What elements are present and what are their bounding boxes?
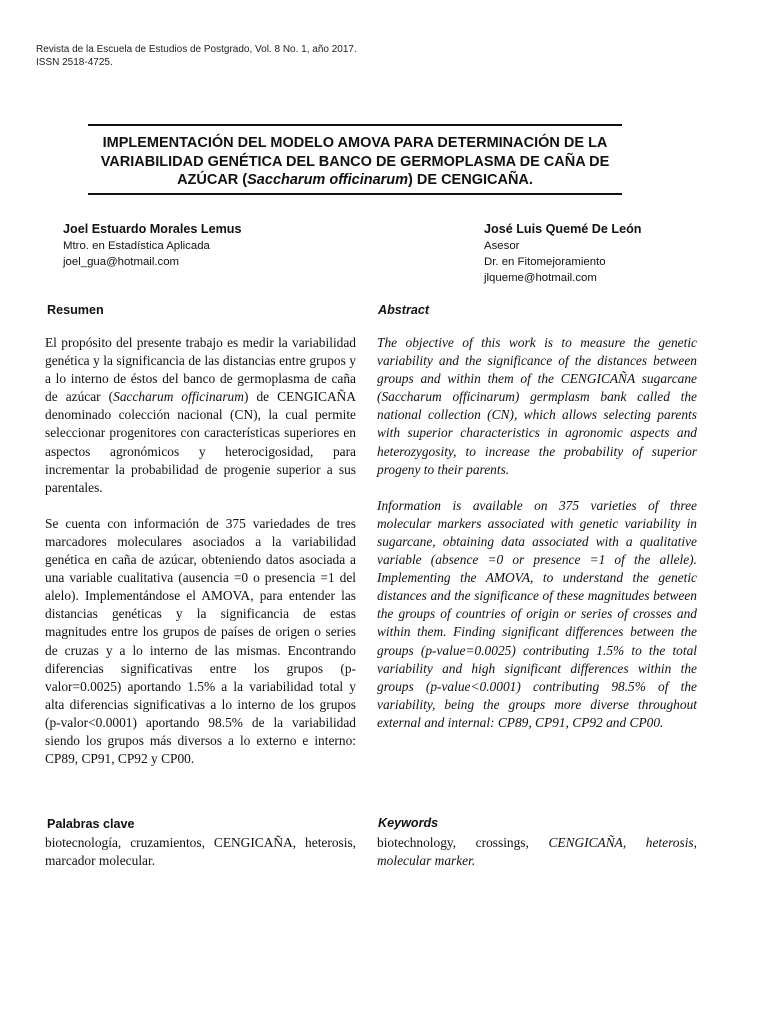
journal-header (36, 44, 357, 69)
journal-citation: Revista de la Escuela de Estudios de Postgrado, Vol. 8 No. 1, año 2017. (36, 44, 357, 55)
resumen-heading: Resumen (47, 303, 104, 317)
palabras-clave-text: biotecnología, cruzamientos, CENGICAÑA, heterosis, marcador molecular. (45, 835, 356, 869)
resumen-p1-species: Saccharum officinarum (113, 389, 244, 405)
keywords-text-plain: biotechnology, crossings, (377, 835, 549, 850)
title-text-part2: ) DE CENGICAÑA. (408, 172, 533, 188)
abstract-body (377, 334, 697, 732)
abstract-heading: Abstract (378, 303, 430, 317)
title-rule-bottom (88, 193, 622, 195)
author-role: Asesor (484, 240, 520, 252)
palabras-clave-heading: Palabras clave (47, 817, 135, 831)
author-name: José Luis Quemé De León (484, 222, 642, 236)
resumen-paragraph-1 (45, 334, 356, 497)
resumen-p1-text-b: ) de CENGICAÑA denominado colección nacional (CN), la cual permite seleccionar progenitores con características superiores en aspectos agronómicos y heterocigosidad, para incrementar la probabilidad de progenie superior a sus parentales. (45, 389, 356, 495)
resumen-paragraph-2: Se cuenta con información de 375 variedades de tres marcadores moleculares asociados a la variabilidad genética en caña de azúcar, obteniendo datos asociada a una variable cualitativa (ausencia =0 o presencia =1 del alelo). Implementándose el AMOVA, para entender las distancias genéticas y la significancia de estas magnitudes entre los grupos de países de origen o series de cruzas y a lo interno de las mismas. Encontrando diferencias significativas entre los grupos (p-valor=0.0025) aportando 1.5% a la variabilidad total y alta diferencias significativas a lo interno de los grupos (p-valor<0.0001) aportando 98.5% de la variabilidad siendo los grupos más diversos a lo externo e interno: CP89, CP91, CP92 y CP00. (45, 515, 356, 767)
author-email: joel_gua@hotmail.com (63, 256, 180, 268)
author-block-2 (484, 221, 641, 286)
paper-title (88, 134, 622, 190)
title-species: Saccharum officinarum (247, 172, 409, 188)
keywords-text-italic: CENGICAÑA, heterosis, molecular marker. (377, 835, 697, 869)
keywords-heading: Keywords (378, 816, 439, 830)
journal-issn: ISSN 2518-4725. (36, 56, 113, 68)
resumen-body (45, 334, 356, 768)
abstract-paragraph-2: Information is available on 375 varieties of three molecular markers associated with genetic variability in sugarcane, obtaining data associated with a qualitative variable (absence =0 or presence =1 of the allele). Implementing the AMOVA, to understand the genetic distances and the significance of these magnitudes between the groups of countries of origin or series of crosses and within them. Finding significant differences between the groups (p-value=0.0025) contributing 1.5% to the total variability and high significant differences within the groups (p-value<0.0001) contributing 98.5% of the variability, being the groups more diverse throughout external and internal: CP89, CP91, CP92 and CP00. (377, 497, 697, 730)
author-degree: Dr. en Fitomejoramiento (484, 256, 606, 268)
title-text-part1: IMPLEMENTACIÓN DEL MODELO AMOVA PARA DETERMINACIÓN DE LA VARIABILIDAD GENÉTICA DEL BANCO DE GERMOPLASMA DE CAÑA DE AZÚCAR ( (100, 135, 610, 188)
author-email: jlqueme@hotmail.com (484, 272, 597, 284)
author-block-1 (63, 221, 241, 270)
title-rule-top (88, 124, 622, 126)
author-name: Joel Estuardo Morales Lemus (63, 222, 242, 236)
abstract-paragraph-1: The objective of this work is to measure the genetic variability and the significance of the distances between groups and within them of the CENGICAÑA sugarcane (Saccharum officinarum) germplasm bank called the national collection (CN), which allows selecting parents with superior characteristics in agronomic aspects and heterozygosity, to increase the probability of superior progeny to their parents. (377, 335, 697, 477)
author-degree: Mtro. en Estadística Aplicada (63, 240, 210, 252)
keywords-text (377, 834, 697, 870)
resumen-p1-text-a: El propósito del presente trabajo es medir la variabilidad genética y la significancia de las distancias entre grupos y a lo interno de éstos del banco de germoplasma de caña de azúcar ( (45, 335, 356, 405)
